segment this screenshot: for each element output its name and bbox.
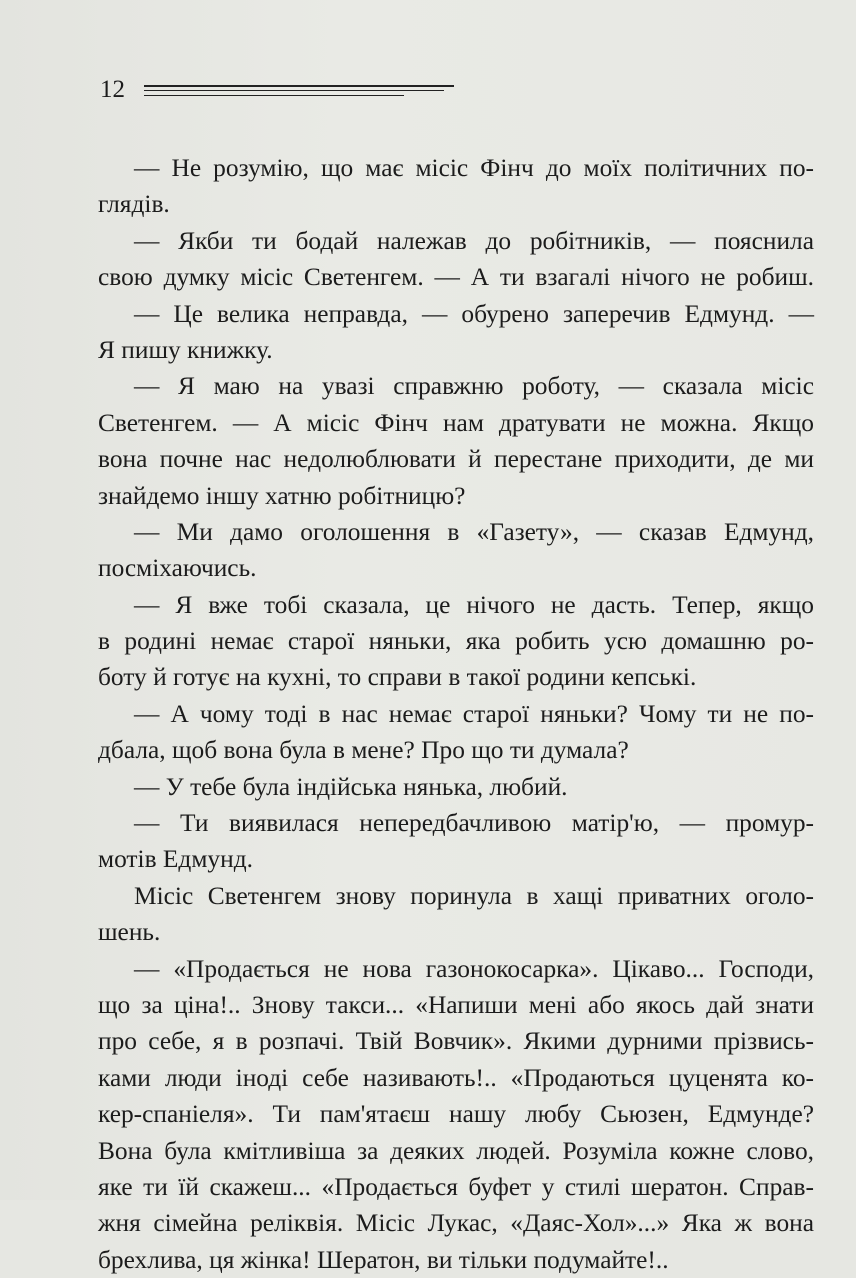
page-header [100, 72, 460, 108]
text-line: кер-спаніеля». Ти пам'ятаєш нашу любу Сьюзен, Едмунде? [98, 1100, 814, 1129]
body-text [98, 150, 814, 1278]
text-line: шень. [98, 918, 161, 947]
text-line: — А чому тоді в нас немає старої няньки? Чому ти не по- [134, 699, 814, 728]
text-line: боту й готує на кухні, то справи в такої родини кепські. [98, 663, 697, 692]
text-line: Я пишу книжку. [98, 335, 273, 364]
text-line: — Я вже тобі сказала, це нічого не дасть. Тепер, якщо [134, 590, 814, 619]
text-line: свою думку місіс Светенгем. — А ти взагалі нічого не робиш. [98, 263, 814, 292]
text-line: що за ціна!.. Знову такси... «Напиши мені або якось дай знати [98, 990, 814, 1019]
header-rule [144, 90, 444, 91]
text-line: брехлива, ця жінка! Шератон, ви тільки подумайте!.. [98, 1245, 669, 1274]
header-rule [144, 95, 404, 96]
text-line: Светенгем. — А місіс Фінч нам дратувати не можна. Якщо [98, 408, 814, 437]
text-line: дбала, щоб вона була в мене? Про що ти думала? [98, 736, 629, 765]
text-line: глядів. [98, 190, 170, 219]
text-line: жня сімейна реліквія. Місіс Лукас, «Даяс-Хол»...» Яка ж вона [98, 1209, 814, 1238]
text-line: — Ми дамо оголошення в «Газету», — сказав Едмунд, [134, 517, 814, 546]
text-line: мотів Едмунд. [98, 845, 253, 874]
text-line: Вона була кмітливіша за деяких людей. Розуміла кожне слово, [98, 1136, 814, 1165]
text-line: Місіс Светенгем знову поринула в хащі приватних оголо- [134, 881, 814, 910]
text-line: — Якби ти бодай належав до робітників, — пояснила [134, 226, 814, 255]
text-line: — У тебе була індійська нянька, любий. [134, 772, 568, 801]
text-line: ками люди іноді себе називають!.. «Продаються цуценята ко- [98, 1063, 814, 1092]
text-line: в родині немає старої няньки, яка робить усю домашню ро- [98, 627, 814, 656]
text-line: про себе, я в розпачі. Твій Вовчик». Якими дурними прізвись- [98, 1027, 814, 1056]
text-line: — Не розумію, що має місіс Фінч до моїх політичних по- [134, 154, 814, 182]
header-rule [144, 85, 454, 87]
text-line: вона почне нас недолюблювати й перестане приходити, де ми [98, 445, 814, 474]
page-number: 12 [100, 76, 125, 103]
text-line: посміхаючись. [98, 554, 257, 583]
text-line: знайдемо іншу хатню робітницю? [98, 481, 466, 510]
text-line: — «Продається не нова газонокосарка». Цікаво... Господи, [134, 954, 814, 983]
text-line: — Ти виявилася непередбачливою матір'ю, — промур- [134, 809, 814, 838]
text-line: яке ти їй скажеш... «Продається буфет у стилі шератон. Справ- [98, 1172, 814, 1201]
text-line: — Я маю на увазі справжню роботу, — сказала місіс [134, 372, 814, 401]
text-line: — Це велика неправда, — обурено заперечив Едмунд. — [134, 299, 814, 328]
